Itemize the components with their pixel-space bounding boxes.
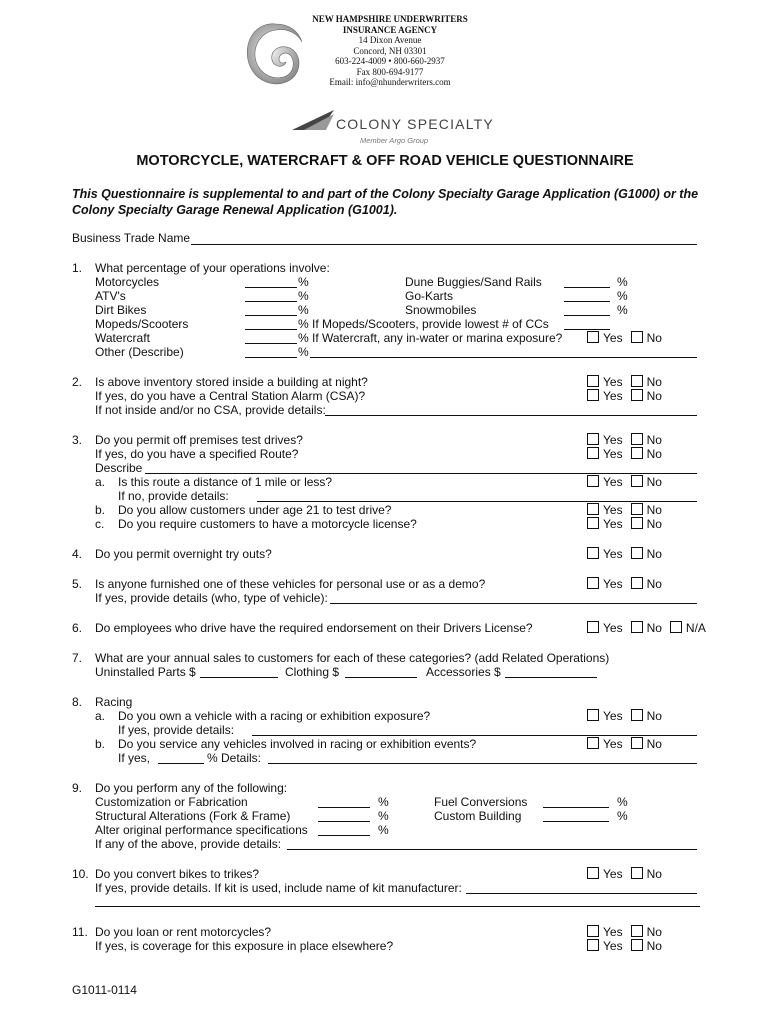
no-checkbox[interactable] xyxy=(631,577,643,589)
agency-phones: 603-224-4009 • 800-660-2937 xyxy=(335,56,445,66)
yes-checkbox[interactable] xyxy=(587,375,599,387)
q2-number: 2. xyxy=(72,375,83,389)
q1-watercraft-note: % If Watercraft, any in-water or marina exposure? xyxy=(298,331,563,345)
q1-number: 1. xyxy=(72,261,83,275)
q1-mopeds-note: % If Mopeds/Scooters, provide lowest # of CCs xyxy=(298,317,549,331)
no-checkbox[interactable] xyxy=(631,939,643,951)
yes-label: Yes xyxy=(603,503,623,517)
no-checkbox[interactable] xyxy=(631,709,643,721)
business-trade-name-field[interactable] xyxy=(191,244,697,245)
no-label: No xyxy=(646,517,662,531)
brand-tagline: Member Argo Group xyxy=(360,136,429,145)
q1-dune-buggies-label: Dune Buggies/Sand Rails xyxy=(405,275,542,289)
q4-yes-no xyxy=(587,547,662,561)
yes-label: Yes xyxy=(603,433,623,447)
q6-yes-no-na xyxy=(587,621,706,635)
q8-number: 8. xyxy=(72,695,83,709)
q3-describe-label: Describe xyxy=(95,461,143,475)
pct-sign: % xyxy=(617,289,628,303)
q4-question: Do you permit overnight try outs? xyxy=(95,547,272,561)
q8-heading: Racing xyxy=(95,695,133,709)
q3-yes-no xyxy=(587,433,662,447)
page-title: MOTORCYCLE, WATERCRAFT & OFF ROAD VEHICLE QUESTIONNAIRE xyxy=(136,153,634,169)
no-label: No xyxy=(646,621,662,635)
no-checkbox[interactable] xyxy=(631,517,643,529)
q9-customization-label: Customization or Fabrication xyxy=(95,795,248,809)
pct-sign: % xyxy=(617,275,628,289)
q1-go-karts-pct-field[interactable] xyxy=(564,301,610,302)
q5-yes-no xyxy=(587,577,662,591)
q1-mopeds-pct-field[interactable] xyxy=(245,329,297,330)
q7-parts-field[interactable] xyxy=(200,677,278,678)
q9-details-field[interactable] xyxy=(287,849,697,850)
yes-label: Yes xyxy=(603,737,623,751)
pct-sign: % xyxy=(617,795,628,809)
no-checkbox[interactable] xyxy=(631,867,643,879)
q1-mopeds-cc-field[interactable] xyxy=(564,329,610,330)
no-checkbox[interactable] xyxy=(631,433,643,445)
q10-question: Do you convert bikes to trikes? xyxy=(95,867,260,881)
q9-structural-pct-field[interactable] xyxy=(318,821,370,822)
q8-sub-a-text: Do you own a vehicle with a racing or exhibition exposure? xyxy=(118,709,431,723)
no-label: No xyxy=(646,389,662,403)
q3b-yes-no xyxy=(587,503,662,517)
q9-fuel-label: Fuel Conversions xyxy=(434,795,528,809)
q8-sub-b-text: Do you service any vehicles involved in racing or exhibition events? xyxy=(118,737,477,751)
q7-accessories-field[interactable] xyxy=(505,677,597,678)
q2b-yes-no xyxy=(587,389,662,403)
q3-describe-field[interactable] xyxy=(145,473,697,474)
no-checkbox[interactable] xyxy=(631,447,643,459)
q1-other-pct-field[interactable] xyxy=(245,357,297,358)
q7-clothing-field[interactable] xyxy=(345,677,417,678)
q2-question-a: Is above inventory stored inside a building at night? xyxy=(95,375,368,389)
no-checkbox[interactable] xyxy=(631,547,643,559)
q8-details-field[interactable] xyxy=(252,735,697,736)
yes-checkbox[interactable] xyxy=(587,389,599,401)
q6-question: Do employees who drive have the required endorsement on their Drivers License? xyxy=(95,621,533,635)
q3-question-a: Do you permit off premises test drives? xyxy=(95,433,303,447)
q1-watercraft-yes-no xyxy=(587,331,662,345)
no-checkbox[interactable] xyxy=(631,621,643,633)
agency-city: Concord, NH 03301 xyxy=(353,45,427,56)
q1-atvs-label: ATV's xyxy=(95,289,126,303)
no-label: No xyxy=(646,447,662,461)
no-label: No xyxy=(646,433,662,447)
yes-label: Yes xyxy=(603,375,623,389)
agency-header xyxy=(290,14,490,88)
yes-checkbox[interactable] xyxy=(587,503,599,515)
q1-dirt-bikes-pct-field[interactable] xyxy=(245,315,297,316)
q11-question-a: Do you loan or rent motorcycles? xyxy=(95,925,272,939)
q8-pct-details-label: % Details: xyxy=(207,751,262,765)
q7-clothing-label: Clothing $ xyxy=(285,665,340,679)
q9-custom-building-pct-field[interactable] xyxy=(543,821,609,822)
no-label: No xyxy=(646,867,662,881)
q3-details-field[interactable] xyxy=(257,501,697,502)
colony-specialty-logo-mark xyxy=(290,108,336,134)
q9-details-label: If any of the above, provide details: xyxy=(95,837,282,851)
q8-sub-b-letter: b. xyxy=(95,737,106,751)
q8-if-yes-label: If yes, xyxy=(118,751,151,765)
q8-details-label: If yes, provide details: xyxy=(118,723,235,737)
yes-label: Yes xyxy=(603,709,623,723)
agency-name-2: INSURANCE AGENCY xyxy=(342,24,438,35)
q9-fuel-pct-field[interactable] xyxy=(543,807,609,808)
q1-dirt-bikes-label: Dirt Bikes xyxy=(95,303,147,317)
q5-details-label: If yes, provide details (who, type of vehicle): xyxy=(95,591,328,605)
pct-sign: % xyxy=(378,795,389,809)
no-label: No xyxy=(646,709,662,723)
q7-number: 7. xyxy=(72,651,83,665)
agency-address: 14 Dixon Avenue xyxy=(358,35,422,45)
q1-atvs-pct-field[interactable] xyxy=(245,301,297,302)
yes-checkbox[interactable] xyxy=(587,577,599,589)
q7-parts-label: Uninstalled Parts $ xyxy=(95,665,196,679)
q11a-yes-no xyxy=(587,925,662,939)
form-number: G1011-0114 xyxy=(72,983,137,997)
yes-label: Yes xyxy=(603,475,623,489)
yes-checkbox[interactable] xyxy=(587,737,599,749)
na-label: N/A xyxy=(685,621,706,635)
no-checkbox[interactable] xyxy=(631,503,643,515)
q7-question: What are your annual sales to customers for each of these categories? (add Related Operations) xyxy=(95,651,610,665)
q1-dune-buggies-pct-field[interactable] xyxy=(564,287,610,288)
q5-question: Is anyone furnished one of these vehicles for personal use or as a demo? xyxy=(95,577,486,591)
no-label: No xyxy=(646,737,662,751)
q10-details-field-2[interactable] xyxy=(95,906,700,907)
no-checkbox[interactable] xyxy=(631,737,643,749)
no-label: No xyxy=(646,331,662,345)
no-checkbox[interactable] xyxy=(631,375,643,387)
yes-label: Yes xyxy=(603,389,623,403)
yes-checkbox[interactable] xyxy=(587,709,599,721)
q8-sub-a-letter: a. xyxy=(95,709,106,723)
no-label: No xyxy=(646,475,662,489)
yes-checkbox[interactable] xyxy=(587,939,599,951)
yes-label: Yes xyxy=(603,621,623,635)
q3-sub-c-letter: c. xyxy=(95,517,105,531)
q1-other-describe-field[interactable] xyxy=(310,357,697,358)
q9-alter-label: Alter original performance specifications xyxy=(95,823,308,837)
yes-label: Yes xyxy=(603,939,623,953)
agency-fax: Fax 800-694-9177 xyxy=(356,66,424,77)
q10-number: 10. xyxy=(72,867,89,881)
q1-other-label: Other (Describe) xyxy=(95,345,184,359)
yes-label: Yes xyxy=(603,447,623,461)
q3-route-yes-no xyxy=(587,447,662,461)
no-label: No xyxy=(646,547,662,561)
q3-sub-b-letter: b. xyxy=(95,503,106,517)
q3-sub-a-text: Is this route a distance of 1 mile or less? xyxy=(118,475,333,489)
pct-sign: % xyxy=(298,289,309,303)
q1-snowmobiles-label: Snowmobiles xyxy=(405,303,477,317)
pct-sign: % xyxy=(617,809,628,823)
brand-name: COLONY SPECIALTY xyxy=(336,116,494,132)
q1-snowmobiles-pct-field[interactable] xyxy=(564,315,610,316)
q4-number: 4. xyxy=(72,547,83,561)
q9-customization-pct-field[interactable] xyxy=(318,807,370,808)
q9-custom-building-label: Custom Building xyxy=(434,809,522,823)
q11-question-b: If yes, is coverage for this exposure in place elsewhere? xyxy=(95,939,394,953)
pct-sign: % xyxy=(298,275,309,289)
yes-label: Yes xyxy=(603,867,623,881)
q7-accessories-label: Accessories $ xyxy=(426,665,501,679)
q5-number: 5. xyxy=(72,577,83,591)
q2-question-b: If yes, do you have a Central Station Alarm (CSA)? xyxy=(95,389,366,403)
q3-sub-a-letter: a. xyxy=(95,475,106,489)
q8-pct-details-field[interactable] xyxy=(268,763,697,764)
no-label: No xyxy=(646,577,662,591)
q3-question-b: If yes, do you have a specified Route? xyxy=(95,447,299,461)
q9-question: Do you perform any of the following: xyxy=(95,781,288,795)
q10-details-label: If yes, provide details. If kit is used, include name of kit manufacturer: xyxy=(95,881,462,895)
no-label: No xyxy=(646,375,662,389)
pct-sign: % xyxy=(298,345,309,359)
yes-checkbox[interactable] xyxy=(587,867,599,879)
yes-label: Yes xyxy=(603,517,623,531)
yes-checkbox[interactable] xyxy=(587,925,599,937)
q9-alter-pct-field[interactable] xyxy=(318,835,370,836)
q10-yes-no xyxy=(587,867,662,881)
yes-checkbox[interactable] xyxy=(587,331,599,343)
yes-checkbox[interactable] xyxy=(587,447,599,459)
q8-pct-field[interactable] xyxy=(158,763,204,764)
q11b-yes-no xyxy=(587,939,662,953)
q2-details-field[interactable] xyxy=(325,415,697,416)
pct-sign: % xyxy=(378,823,389,837)
q1-motorcycles-pct-field[interactable] xyxy=(245,287,297,288)
q3-sub-c-text: Do you require customers to have a motorcycle license? xyxy=(118,517,417,531)
pct-sign: % xyxy=(378,809,389,823)
no-checkbox[interactable] xyxy=(631,925,643,937)
q1-watercraft-pct-field[interactable] xyxy=(245,343,297,344)
yes-checkbox[interactable] xyxy=(587,517,599,529)
q2a-yes-no xyxy=(587,375,662,389)
no-checkbox[interactable] xyxy=(631,389,643,401)
business-trade-name-label: Business Trade Name xyxy=(72,231,191,245)
yes-checkbox[interactable] xyxy=(587,547,599,559)
q9-number: 9. xyxy=(72,781,83,795)
yes-label: Yes xyxy=(603,547,623,561)
q3-details-label: If no, provide details: xyxy=(118,489,229,503)
yes-label: Yes xyxy=(603,331,623,345)
yes-checkbox[interactable] xyxy=(587,433,599,445)
q1-motorcycles-label: Motorcycles xyxy=(95,275,160,289)
no-label: No xyxy=(646,503,662,517)
q8b-yes-no xyxy=(587,737,662,751)
q3-number: 3. xyxy=(72,433,83,447)
no-checkbox[interactable] xyxy=(631,331,643,343)
agency-email: Email: info@nhunderwriters.com xyxy=(329,77,451,87)
q2-details-label: If not inside and/or no CSA, provide details: xyxy=(95,403,326,417)
q1-go-karts-label: Go-Karts xyxy=(405,289,454,303)
pct-sign: % xyxy=(298,303,309,317)
q8a-yes-no xyxy=(587,709,662,723)
intro-text: This Questionnaire is supplemental to and part of the Colony Specialty Garage Application (G1000) or the Colony Specialty Garage Renewal Application (G1001). xyxy=(72,187,699,217)
q1-watercraft-label: Watercraft xyxy=(95,331,150,345)
q3a-yes-no xyxy=(587,475,662,489)
agency-name-1: NEW HAMPSHIRE UNDERWRITERS xyxy=(312,14,468,24)
q1-text: What percentage of your operations involve: xyxy=(95,261,330,275)
no-label: No xyxy=(646,939,662,953)
yes-label: Yes xyxy=(603,925,623,939)
pct-sign: % xyxy=(617,303,628,317)
q10-details-field[interactable] xyxy=(466,893,697,894)
q1-mopeds-label: Mopeds/Scooters xyxy=(95,317,189,331)
yes-checkbox[interactable] xyxy=(587,475,599,487)
na-checkbox[interactable] xyxy=(670,621,682,633)
q6-number: 6. xyxy=(72,621,83,635)
q3-sub-b-text: Do you allow customers under age 21 to test drive? xyxy=(118,503,392,517)
q11-number: 11. xyxy=(72,925,88,939)
no-checkbox[interactable] xyxy=(631,475,643,487)
no-label: No xyxy=(646,925,662,939)
yes-label: Yes xyxy=(603,577,623,591)
q5-details-field[interactable] xyxy=(330,603,697,604)
yes-checkbox[interactable] xyxy=(587,621,599,633)
q3c-yes-no xyxy=(587,517,662,531)
q9-structural-label: Structural Alterations (Fork & Frame) xyxy=(95,809,291,823)
